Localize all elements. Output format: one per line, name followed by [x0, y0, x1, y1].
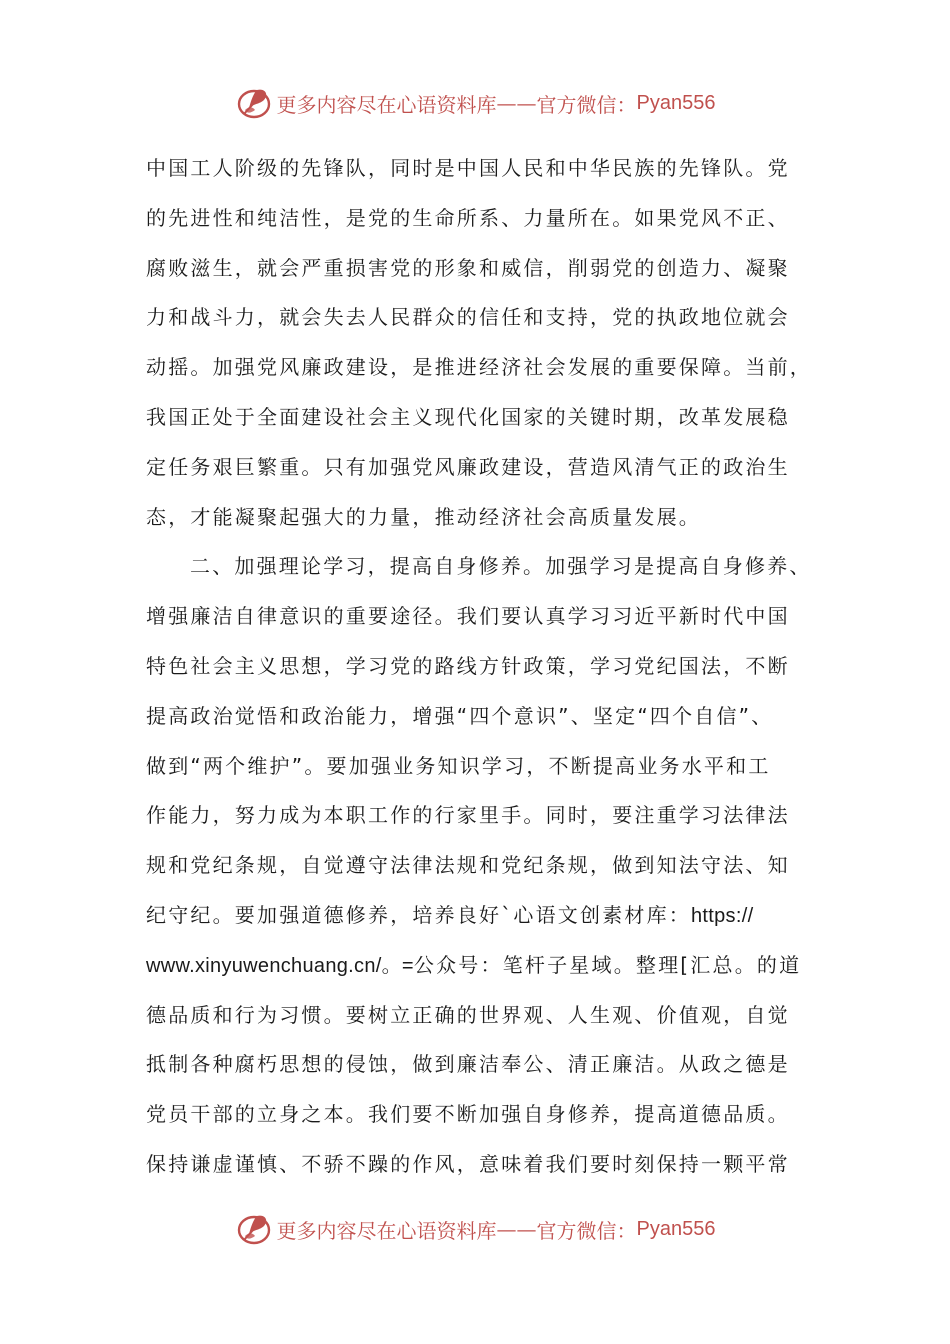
- body-line: 规和党纪条规，自觉遵守法律法规和党纪条规，做到知法守法、知: [146, 853, 790, 878]
- body-line: 力和战斗力，就会失去人民群众的信任和支持，党的执政地位就会: [146, 305, 790, 330]
- section-two-heading-line: 二、加强理论学习，提高自身修养。加强学习是提高自身修养、: [190, 554, 812, 579]
- document-body: [146, 144, 816, 1190]
- feather-pen-logo-icon: [235, 1210, 273, 1248]
- body-line: 动摇。加强党风廉政建设，是推进经济社会发展的重要保障。当前，: [146, 355, 812, 380]
- body-line: 增强廉洁自律意识的重要途径。我们要认真学习习近平新时代中国: [146, 604, 790, 629]
- body-line: 定任务艰巨繁重。只有加强党风廉政建设，营造风清气正的政治生: [146, 454, 790, 479]
- body-line: 提高政治觉悟和政治能力，增强“四个意识”、坚定“四个自信”、: [146, 703, 774, 728]
- header-banner-text: 更多内容尽在心语资料库: [276, 92, 497, 117]
- body-line: 抵制各种腐朽思想的侵蚀，做到廉洁奉公、清正廉洁。从政之德是: [146, 1052, 790, 1077]
- header-banner-wechat-label: 官方微信：: [536, 92, 637, 117]
- footer-banner-dash: ——: [496, 1217, 537, 1241]
- body-line: 保持谦虚谨慎、不骄不躁的作风，意味着我们要时刻保持一颗平常: [146, 1151, 790, 1176]
- body-line: 的先进性和纯洁性，是党的生命所系、力量所在。如果党风不正、: [146, 205, 790, 230]
- body-line-text: 纪守纪。要加强道德修养，培养良好`心语文创素材库：: [146, 902, 691, 927]
- body-line: 腐败滋生，就会严重损害党的形象和威信，削弱党的创造力、凝聚: [146, 255, 790, 280]
- footer-banner-text: 更多内容尽在心语资料库: [276, 1218, 497, 1243]
- body-line: 党员干部的立身之本。我们要不断加强自身修养，提高道德品质。: [146, 1102, 790, 1127]
- body-line: 做到“两个维护”。要加强业务知识学习，不断提高业务水平和工: [146, 753, 771, 778]
- inline-url-prefix: https://: [691, 904, 754, 927]
- header-watermark-banner: [0, 83, 950, 123]
- body-line: [146, 891, 816, 941]
- header-banner-dash: ——: [496, 91, 537, 115]
- body-line: 特色社会主义思想，学习党的路线方针政策，学习党纪国法，不断: [146, 653, 790, 678]
- feather-pen-logo-icon: [235, 84, 273, 122]
- body-line-text: 公众号：笔杆子星域。整理[汇总。的道: [413, 952, 802, 977]
- body-line: 德品质和行为习惯。要树立正确的世界观、人生观、价值观，自觉: [146, 1002, 790, 1027]
- footer-banner-wechat-id: Pyan556: [636, 1217, 716, 1240]
- footer-watermark-banner: [0, 1209, 950, 1249]
- header-banner-wechat-id: Pyan556: [636, 91, 716, 114]
- body-line: 作能力，努力成为本职工作的行家里手。同时，要注重学习法律法: [146, 803, 790, 828]
- body-line: 态，才能凝聚起强大的力量，推动经济社会高质量发展。: [146, 504, 701, 529]
- inline-url: www.xinyuwenchuang.cn/。=: [146, 954, 414, 977]
- body-line: [146, 941, 816, 991]
- footer-banner-wechat-label: 官方微信：: [536, 1218, 637, 1243]
- body-line: 中国工人阶级的先锋队，同时是中国人民和中华民族的先锋队。党: [146, 156, 790, 180]
- body-line: 我国正处于全面建设社会主义现代化国家的关键时期，改革发展稳: [146, 404, 790, 429]
